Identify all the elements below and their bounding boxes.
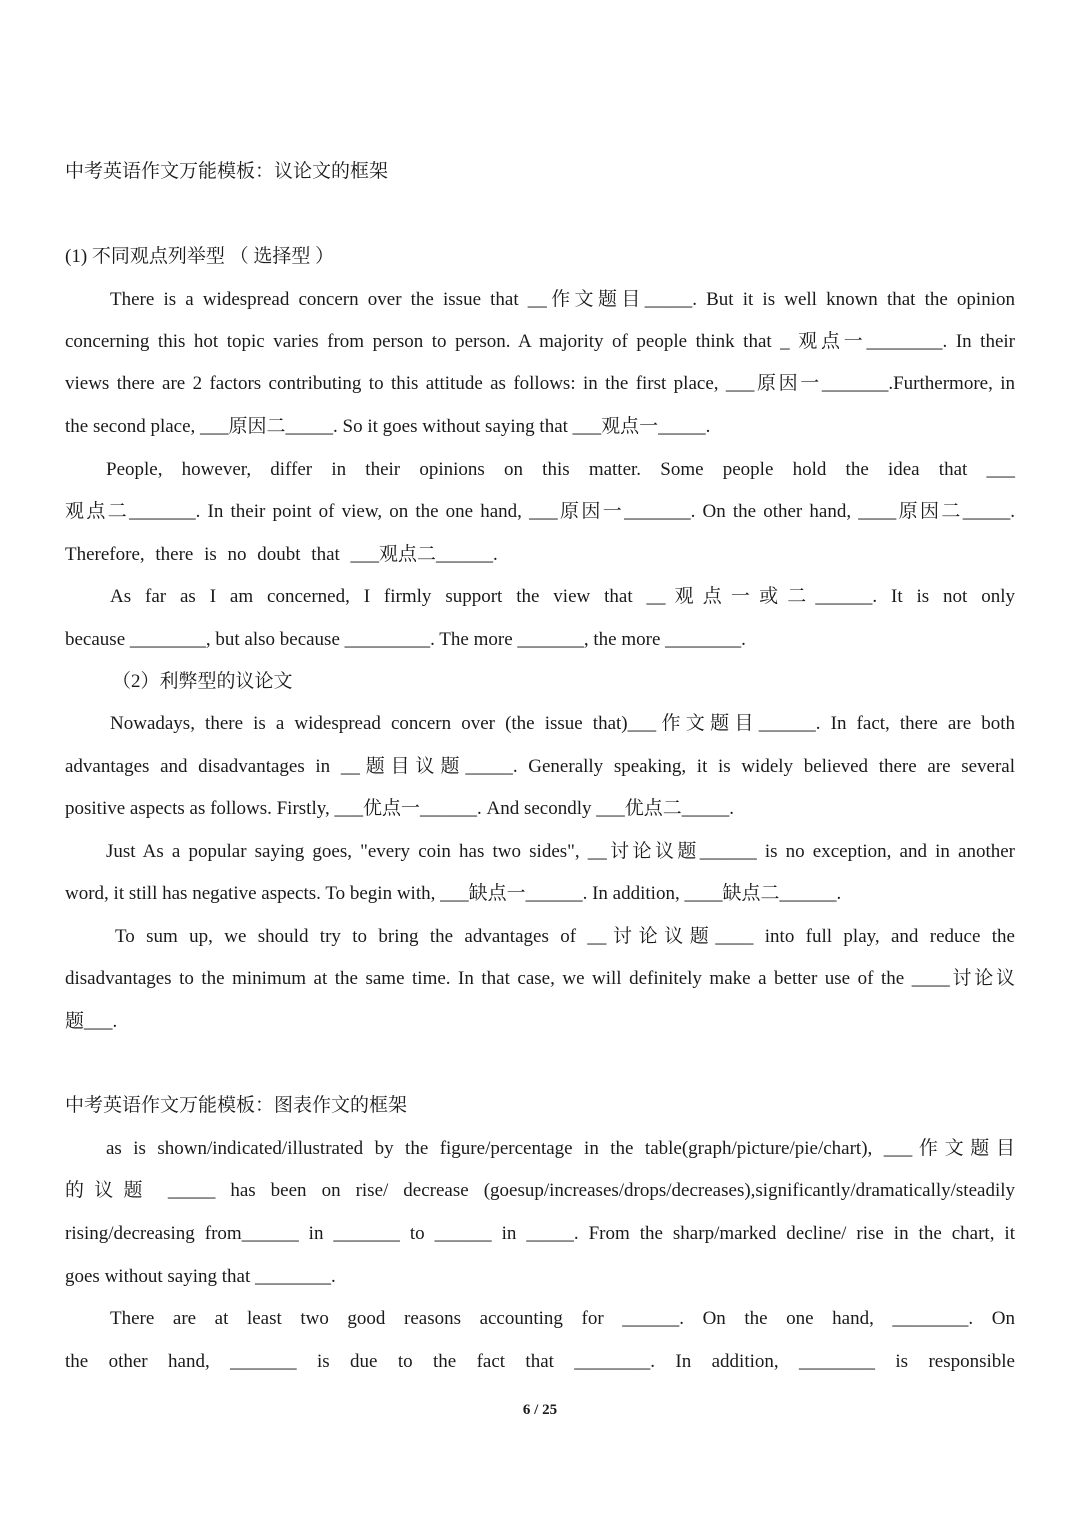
paragraph-line: the other hand, _______ is due to the fact that ________. In addition, ________ is responsible [65, 1351, 1015, 1372]
page-number: 6 / 25 [522, 1402, 558, 1418]
paragraph-line: People, however, differ in their opinions on this matter. Some people hold the idea that ___ [106, 459, 1015, 480]
paragraph-line: 的议题 _____ has been on rise/ decrease (goesup/increases/drops/decreases),significantly/dramatically/steadily [65, 1180, 1015, 1201]
paragraph-line: goes without saying that ________. [65, 1266, 336, 1287]
paragraph-line: concerning this hot topic varies from person to person. A majority of people think that _ 观点一________. In their [65, 331, 1015, 352]
paragraph-line: views there are 2 factors contributing to this attitude as follows: in the first place, ___原因一_______.Furthermore, in [65, 373, 1015, 394]
section-title-pros-cons: （2）利弊型的议论文 [112, 671, 293, 692]
paragraph-line: Therefore, there is no doubt that ___观点二______. [65, 544, 498, 565]
paragraph-line: as is shown/indicated/illustrated by the figure/percentage in the table(graph/picture/pie/chart), ___作文题目 [106, 1138, 1015, 1159]
paragraph-line: There are at least two good reasons accounting for ______. On the one hand, ________. On [110, 1308, 1015, 1329]
paragraph-line: 题___. [65, 1011, 118, 1032]
paragraph-line: To sum up, we should try to bring the advantages of __讨论议题____ into full play, and reduce the [115, 926, 1015, 947]
paragraph-line: the second place, ___原因二_____. So it goes without saying that ___观点一_____. [65, 416, 711, 437]
paragraph-line: advantages and disadvantages in __题目议题_____. Generally speaking, it is widely believed there are several [65, 756, 1015, 777]
template-heading-argumentative: 中考英语作文万能模板：议论文的框架 [65, 161, 389, 182]
paragraph-line: because ________, but also because _________. The more _______, the more ________. [65, 629, 746, 650]
paragraph-line: Nowadays, there is a widespread concern over (the issue that)___作文题目______. In fact, there are both [110, 713, 1015, 734]
paragraph-line: rising/decreasing from______ in _______ to ______ in _____. From the sharp/marked decline/ rise in the chart, it [65, 1223, 1015, 1244]
section-title-opinions: (1) 不同观点列举型 （ 选择型 ） [65, 246, 335, 267]
paragraph-line: positive aspects as follows. Firstly, ___优点一______. And secondly ___优点二_____. [65, 798, 735, 819]
paragraph-line: As far as I am concerned, I firmly support the view that __观点一或二______. It is not only [110, 586, 1015, 607]
paragraph-line: 观点二_______. In their point of view, on the one hand, ___原因一_______. On the other hand, ____原因二_____. [65, 501, 1015, 522]
template-heading-chart: 中考英语作文万能模板：图表作文的框架 [65, 1095, 408, 1116]
paragraph-line: word, it still has negative aspects. To begin with, ___缺点一______. In addition, ____缺点二______. [65, 883, 842, 904]
paragraph-line: There is a widespread concern over the issue that __作文题目_____. But it is well known that the opinion [110, 289, 1015, 310]
paragraph-line: Just As a popular saying goes, "every coin has two sides", __讨论议题______ is no exception, and in another [106, 841, 1015, 862]
paragraph-line: disadvantages to the minimum at the same time. In that case, we will definitely make a better use of the ____讨论议 [65, 968, 1015, 989]
